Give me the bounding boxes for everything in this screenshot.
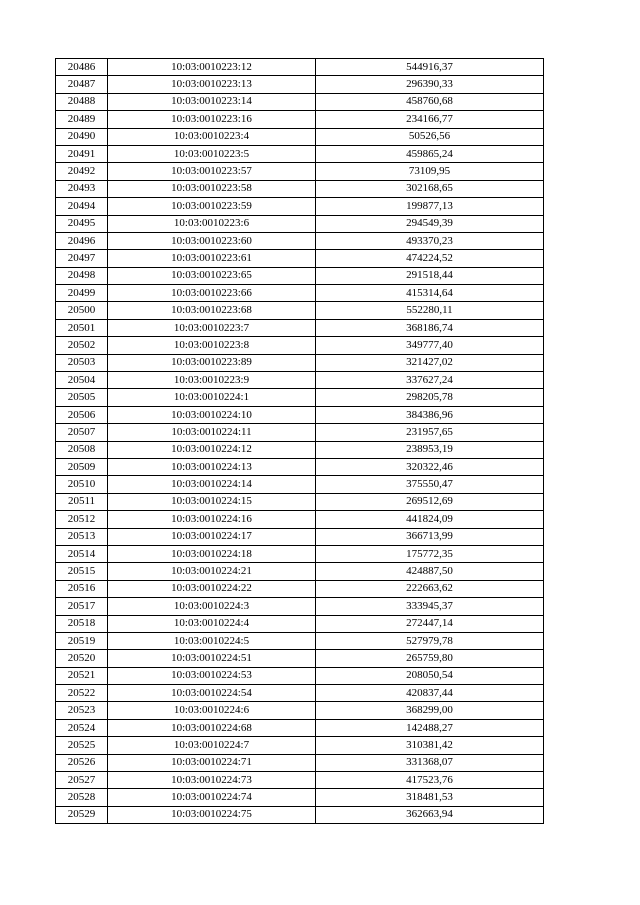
value-cell: 294549,39 (316, 215, 544, 232)
value-cell: 302168,65 (316, 180, 544, 197)
cadastral-number-cell: 10:03:0010223:89 (108, 354, 316, 371)
value-cell: 272447,14 (316, 615, 544, 632)
cadastral-number-cell: 10:03:0010224:68 (108, 719, 316, 736)
value-cell: 333945,37 (316, 598, 544, 615)
row-number-cell: 20496 (56, 232, 108, 249)
cadastral-number-cell: 10:03:0010224:18 (108, 545, 316, 562)
value-cell: 199877,13 (316, 198, 544, 215)
cadastral-number-cell: 10:03:0010223:61 (108, 250, 316, 267)
value-cell: 493370,23 (316, 232, 544, 249)
table-row (56, 285, 544, 302)
value-cell: 175772,35 (316, 545, 544, 562)
value-cell: 368299,00 (316, 702, 544, 719)
cadastral-number-cell: 10:03:0010224:4 (108, 615, 316, 632)
cadastral-number-cell: 10:03:0010224:11 (108, 424, 316, 441)
value-cell: 50526,56 (316, 128, 544, 145)
row-number-cell: 20500 (56, 302, 108, 319)
cadastral-number-cell: 10:03:0010223:60 (108, 232, 316, 249)
row-number-cell: 20527 (56, 772, 108, 789)
cadastral-number-cell: 10:03:0010223:9 (108, 372, 316, 389)
value-cell: 375550,47 (316, 476, 544, 493)
cadastral-number-cell: 10:03:0010224:74 (108, 789, 316, 806)
row-number-cell: 20515 (56, 563, 108, 580)
row-number-cell: 20508 (56, 441, 108, 458)
value-cell: 291518,44 (316, 267, 544, 284)
row-number-cell: 20503 (56, 354, 108, 371)
row-number-cell: 20522 (56, 685, 108, 702)
row-number-cell: 20507 (56, 424, 108, 441)
cadastral-number-cell: 10:03:0010223:59 (108, 198, 316, 215)
table-row (56, 719, 544, 736)
cadastral-number-cell: 10:03:0010224:5 (108, 632, 316, 649)
cadastral-number-cell: 10:03:0010224:15 (108, 493, 316, 510)
row-number-cell: 20491 (56, 145, 108, 162)
table-row (56, 145, 544, 162)
row-number-cell: 20511 (56, 493, 108, 510)
table-row (56, 632, 544, 649)
value-cell: 265759,80 (316, 650, 544, 667)
row-number-cell: 20505 (56, 389, 108, 406)
row-number-cell: 20490 (56, 128, 108, 145)
cadastral-number-cell: 10:03:0010223:58 (108, 180, 316, 197)
table-row (56, 772, 544, 789)
value-cell: 366713,99 (316, 528, 544, 545)
row-number-cell: 20514 (56, 545, 108, 562)
value-cell: 458760,68 (316, 93, 544, 110)
table-row (56, 580, 544, 597)
row-number-cell: 20492 (56, 163, 108, 180)
table-row (56, 754, 544, 771)
row-number-cell: 20524 (56, 719, 108, 736)
value-cell: 208050,54 (316, 667, 544, 684)
row-number-cell: 20488 (56, 93, 108, 110)
value-cell: 544916,37 (316, 59, 544, 76)
table-row (56, 319, 544, 336)
table-row (56, 59, 544, 76)
table-row (56, 372, 544, 389)
cadastral-number-cell: 10:03:0010223:16 (108, 111, 316, 128)
row-number-cell: 20495 (56, 215, 108, 232)
table-row (56, 337, 544, 354)
cadastral-number-cell: 10:03:0010224:51 (108, 650, 316, 667)
table-row (56, 198, 544, 215)
cadastral-number-cell: 10:03:0010224:3 (108, 598, 316, 615)
row-number-cell: 20529 (56, 806, 108, 823)
row-number-cell: 20498 (56, 267, 108, 284)
row-number-cell: 20486 (56, 59, 108, 76)
cadastral-number-cell: 10:03:0010223:14 (108, 93, 316, 110)
cadastral-value-table (55, 58, 544, 824)
cadastral-number-cell: 10:03:0010224:71 (108, 754, 316, 771)
value-cell: 269512,69 (316, 493, 544, 510)
table-row (56, 476, 544, 493)
table-row (56, 563, 544, 580)
cadastral-number-cell: 10:03:0010223:5 (108, 145, 316, 162)
table-row (56, 545, 544, 562)
value-cell: 320322,46 (316, 458, 544, 475)
value-cell: 417523,76 (316, 772, 544, 789)
table-row (56, 806, 544, 823)
cadastral-number-cell: 10:03:0010224:54 (108, 685, 316, 702)
row-number-cell: 20499 (56, 285, 108, 302)
value-cell: 384386,96 (316, 406, 544, 423)
table-row (56, 215, 544, 232)
row-number-cell: 20525 (56, 737, 108, 754)
value-cell: 474224,52 (316, 250, 544, 267)
row-number-cell: 20501 (56, 319, 108, 336)
table-row (56, 511, 544, 528)
table-row (56, 441, 544, 458)
cadastral-number-cell: 10:03:0010223:57 (108, 163, 316, 180)
cadastral-number-cell: 10:03:0010224:14 (108, 476, 316, 493)
row-number-cell: 20513 (56, 528, 108, 545)
table-row (56, 650, 544, 667)
row-number-cell: 20521 (56, 667, 108, 684)
cadastral-number-cell: 10:03:0010223:68 (108, 302, 316, 319)
table-body (56, 59, 544, 824)
table-row (56, 267, 544, 284)
value-cell: 331368,07 (316, 754, 544, 771)
cadastral-number-cell: 10:03:0010224:13 (108, 458, 316, 475)
table-row (56, 232, 544, 249)
value-cell: 527979,78 (316, 632, 544, 649)
row-number-cell: 20502 (56, 337, 108, 354)
value-cell: 222663,62 (316, 580, 544, 597)
table-row (56, 789, 544, 806)
cadastral-number-cell: 10:03:0010224:10 (108, 406, 316, 423)
cadastral-number-cell: 10:03:0010224:21 (108, 563, 316, 580)
value-cell: 337627,24 (316, 372, 544, 389)
table-row (56, 128, 544, 145)
cadastral-number-cell: 10:03:0010224:6 (108, 702, 316, 719)
cadastral-number-cell: 10:03:0010223:12 (108, 59, 316, 76)
table-row (56, 302, 544, 319)
value-cell: 231957,65 (316, 424, 544, 441)
row-number-cell: 20497 (56, 250, 108, 267)
table-row (56, 493, 544, 510)
table-row (56, 702, 544, 719)
row-number-cell: 20493 (56, 180, 108, 197)
value-cell: 73109,95 (316, 163, 544, 180)
row-number-cell: 20512 (56, 511, 108, 528)
table-row (56, 93, 544, 110)
row-number-cell: 20518 (56, 615, 108, 632)
row-number-cell: 20528 (56, 789, 108, 806)
table-row (56, 424, 544, 441)
table-row (56, 163, 544, 180)
value-cell: 349777,40 (316, 337, 544, 354)
cadastral-number-cell: 10:03:0010224:16 (108, 511, 316, 528)
value-cell: 298205,78 (316, 389, 544, 406)
value-cell: 238953,19 (316, 441, 544, 458)
table-row (56, 250, 544, 267)
table-row (56, 458, 544, 475)
table-row (56, 528, 544, 545)
cadastral-number-cell: 10:03:0010224:1 (108, 389, 316, 406)
cadastral-number-cell: 10:03:0010223:65 (108, 267, 316, 284)
row-number-cell: 20523 (56, 702, 108, 719)
table-row (56, 615, 544, 632)
value-cell: 234166,77 (316, 111, 544, 128)
value-cell: 552280,11 (316, 302, 544, 319)
table-row (56, 354, 544, 371)
cadastral-number-cell: 10:03:0010223:8 (108, 337, 316, 354)
row-number-cell: 20504 (56, 372, 108, 389)
value-cell: 318481,53 (316, 789, 544, 806)
cadastral-number-cell: 10:03:0010224:75 (108, 806, 316, 823)
value-cell: 424887,50 (316, 563, 544, 580)
table-row (56, 111, 544, 128)
cadastral-number-cell: 10:03:0010224:73 (108, 772, 316, 789)
cadastral-number-cell: 10:03:0010223:6 (108, 215, 316, 232)
cadastral-number-cell: 10:03:0010224:22 (108, 580, 316, 597)
row-number-cell: 20509 (56, 458, 108, 475)
row-number-cell: 20519 (56, 632, 108, 649)
cadastral-number-cell: 10:03:0010224:53 (108, 667, 316, 684)
table-row (56, 180, 544, 197)
table-row (56, 598, 544, 615)
row-number-cell: 20506 (56, 406, 108, 423)
value-cell: 142488,27 (316, 719, 544, 736)
row-number-cell: 20489 (56, 111, 108, 128)
value-cell: 321427,02 (316, 354, 544, 371)
row-number-cell: 20526 (56, 754, 108, 771)
cadastral-number-cell: 10:03:0010224:7 (108, 737, 316, 754)
table-row (56, 389, 544, 406)
table-row (56, 406, 544, 423)
value-cell: 459865,24 (316, 145, 544, 162)
cadastral-number-cell: 10:03:0010224:12 (108, 441, 316, 458)
value-cell: 415314,64 (316, 285, 544, 302)
cadastral-number-cell: 10:03:0010224:17 (108, 528, 316, 545)
value-cell: 368186,74 (316, 319, 544, 336)
row-number-cell: 20517 (56, 598, 108, 615)
row-number-cell: 20516 (56, 580, 108, 597)
row-number-cell: 20520 (56, 650, 108, 667)
value-cell: 420837,44 (316, 685, 544, 702)
value-cell: 362663,94 (316, 806, 544, 823)
cadastral-number-cell: 10:03:0010223:66 (108, 285, 316, 302)
cadastral-number-cell: 10:03:0010223:7 (108, 319, 316, 336)
table-row (56, 737, 544, 754)
value-cell: 296390,33 (316, 76, 544, 93)
row-number-cell: 20487 (56, 76, 108, 93)
table-row (56, 667, 544, 684)
value-cell: 310381,42 (316, 737, 544, 754)
value-cell: 441824,09 (316, 511, 544, 528)
cadastral-number-cell: 10:03:0010223:4 (108, 128, 316, 145)
row-number-cell: 20510 (56, 476, 108, 493)
table-row (56, 685, 544, 702)
cadastral-number-cell: 10:03:0010223:13 (108, 76, 316, 93)
table-row (56, 76, 544, 93)
row-number-cell: 20494 (56, 198, 108, 215)
